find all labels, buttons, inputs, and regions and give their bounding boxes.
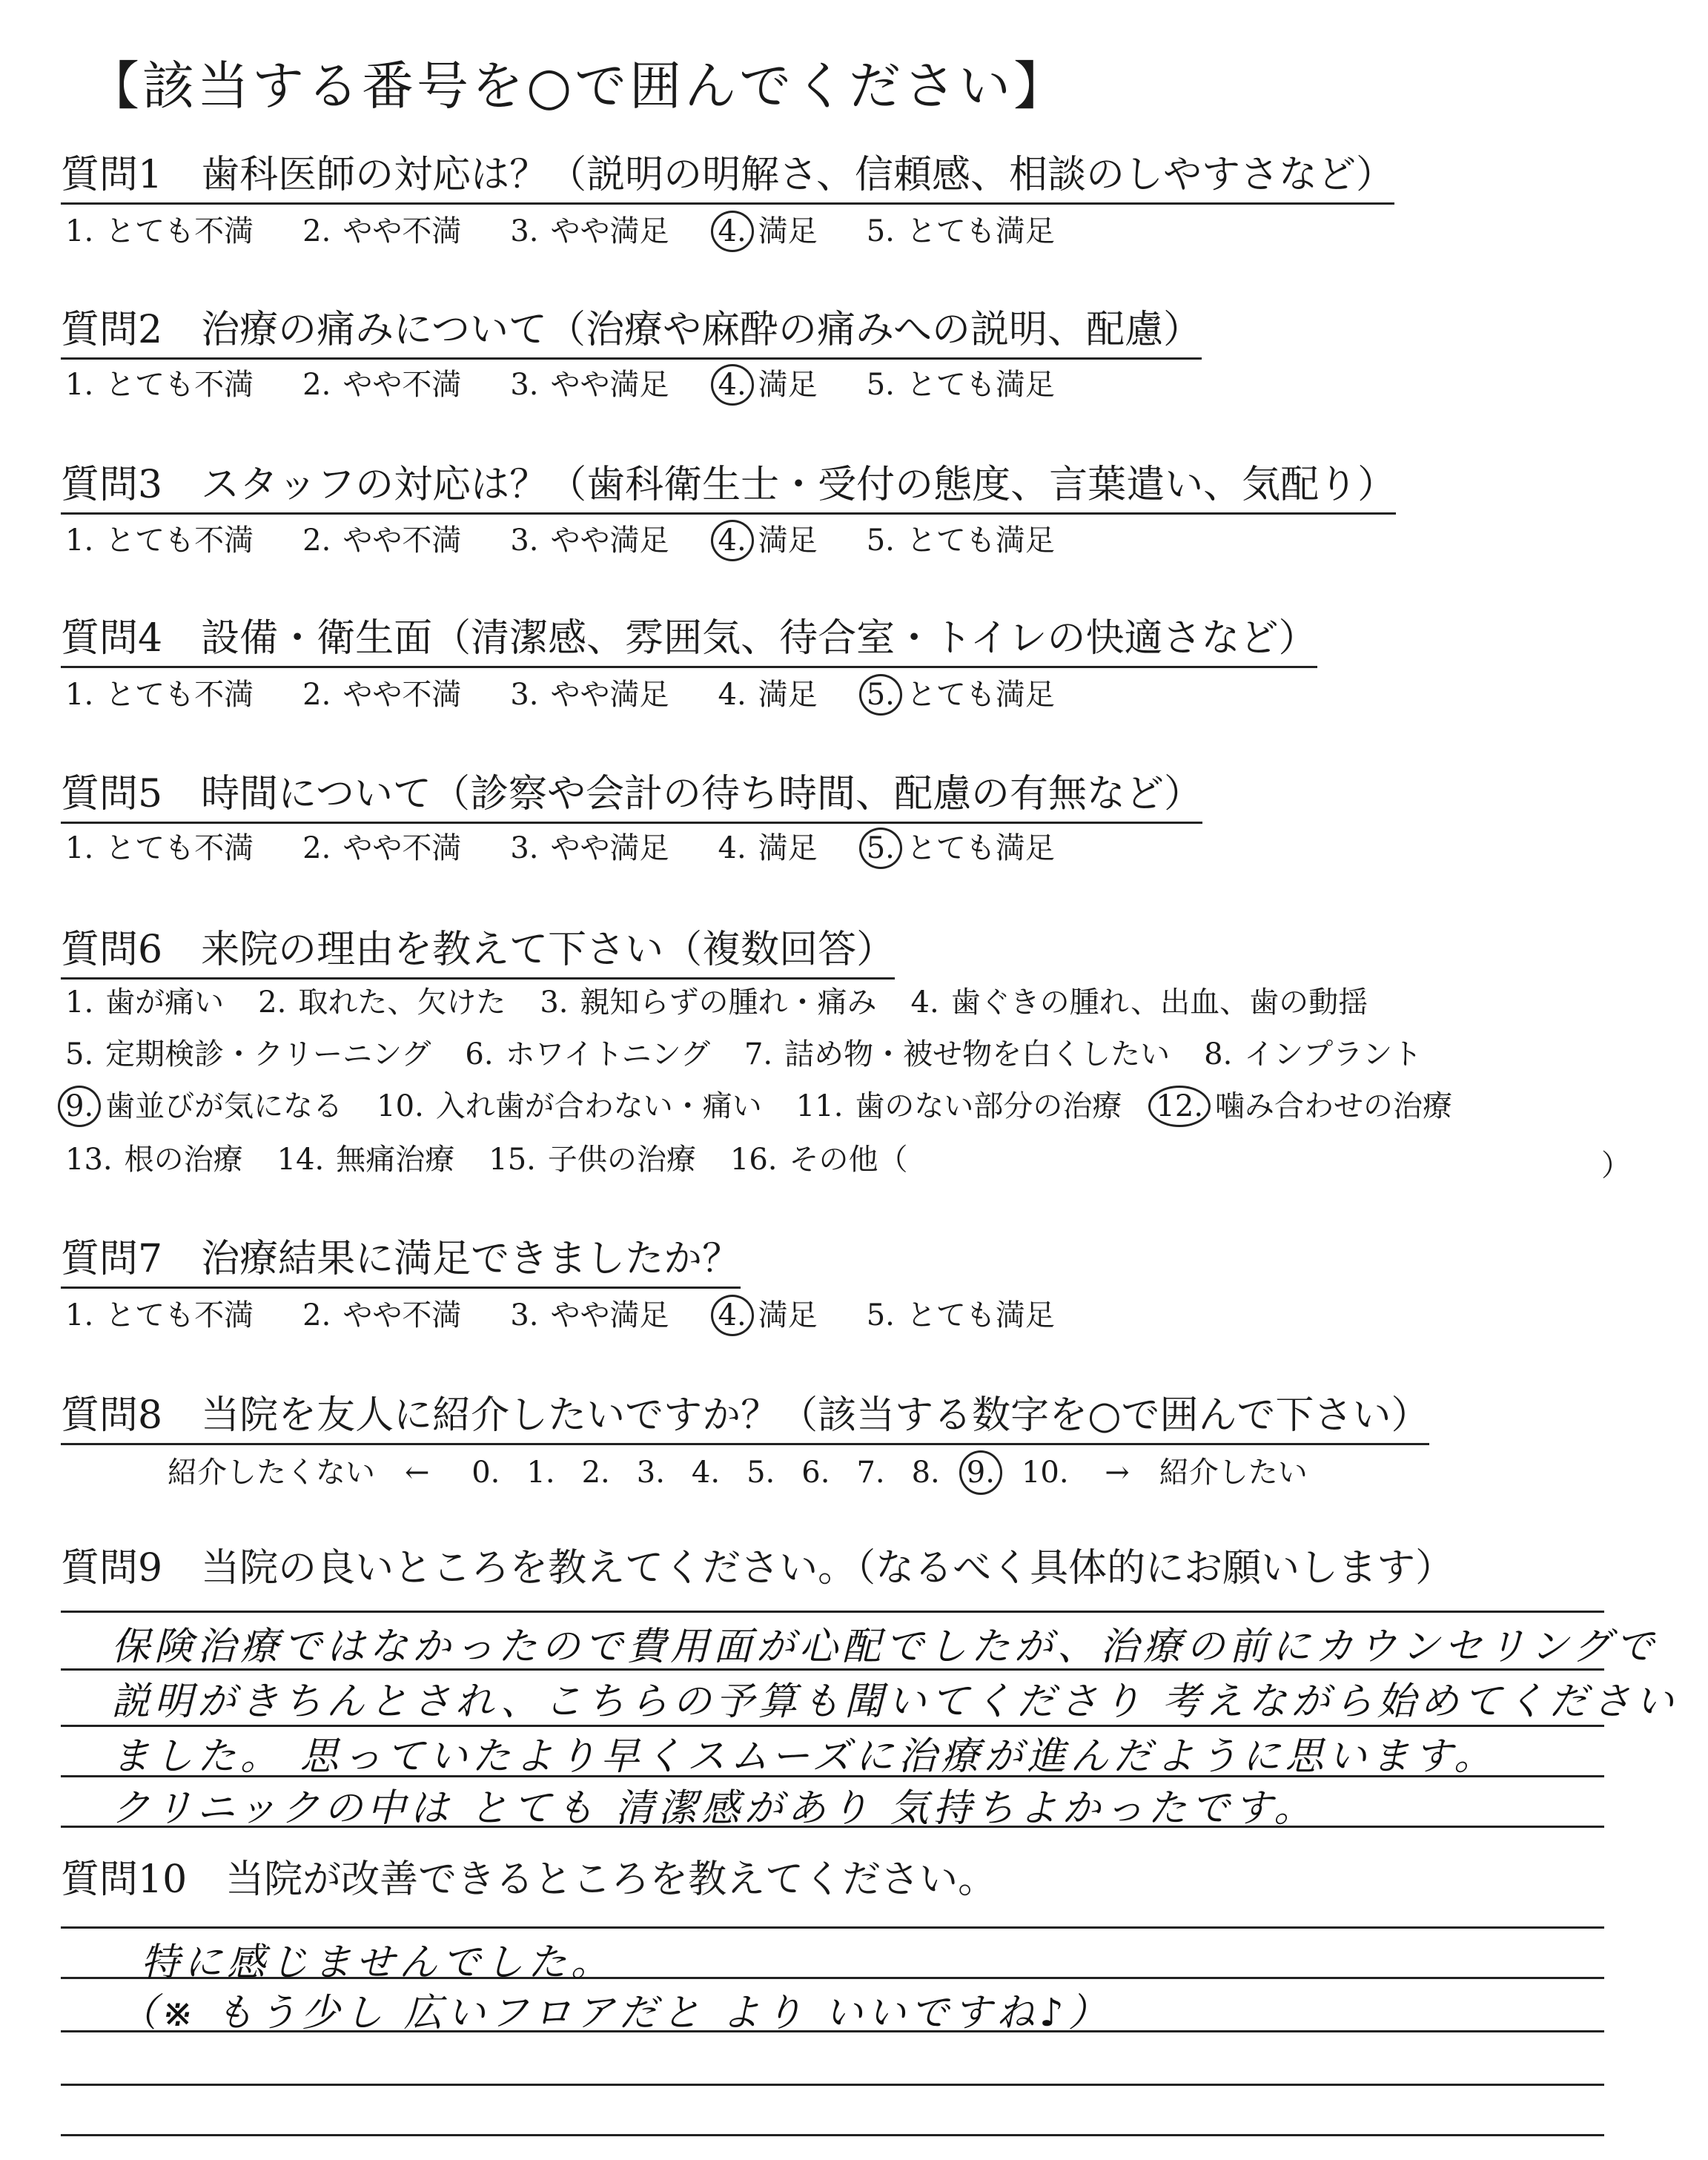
option-label: 親知らずの腫れ・痛み	[580, 985, 877, 1020]
reason-option[interactable]	[726, 1142, 908, 1178]
question-3-title: 質問3 スタッフの対応は？（歯科衛生士・受付の態度、言葉遣い、気配り）	[61, 462, 1396, 515]
option-number: 5.	[866, 214, 895, 248]
option-number: 1.	[65, 524, 94, 558]
option-label: とても満足	[906, 368, 1055, 402]
option-number: 1.	[65, 831, 94, 865]
option-label: 無痛治療	[336, 1143, 455, 1177]
scale-option-10[interactable]: 10.	[1021, 1456, 1069, 1490]
option-label: とても不満	[105, 678, 254, 712]
reason-option[interactable]	[61, 1089, 342, 1124]
question-6-row-2	[61, 1037, 1452, 1072]
option-label: とても不満	[105, 831, 254, 865]
option-label: 入れ歯が合わない・痛い	[435, 1089, 762, 1123]
option-number: 14.	[277, 1143, 325, 1177]
option-number: 12.	[1151, 1089, 1208, 1124]
option-5[interactable]	[862, 214, 1055, 249]
option-2[interactable]	[298, 830, 461, 866]
scale-option-0[interactable]: 0.	[471, 1456, 500, 1490]
q10-answer-line-1: 特に感じませんでした。	[141, 1941, 615, 1985]
reason-option[interactable]	[740, 1037, 1170, 1072]
option-1[interactable]	[61, 523, 254, 558]
question-3-options	[61, 523, 1099, 558]
question-6-row-3	[61, 1089, 1482, 1124]
option-label: 根の治療	[124, 1143, 243, 1177]
option-number: 2.	[302, 678, 331, 712]
option-label: 歯ぐきの腫れ、出血、歯の動揺	[950, 985, 1368, 1020]
reason-option[interactable]	[907, 985, 1368, 1020]
option-2[interactable]	[298, 367, 461, 403]
other-close-paren: ）	[1601, 1149, 1631, 1183]
option-label: とても満足	[906, 214, 1055, 248]
reason-option[interactable]	[372, 1089, 762, 1124]
question-8-title: 質問8 当院を友人に紹介したいですか？（該当する数字を○で囲んで下さい）	[61, 1393, 1429, 1445]
option-number: 4.	[714, 214, 751, 249]
option-2[interactable]	[298, 214, 461, 249]
option-number: 3.	[510, 214, 539, 248]
option-label: とても不満	[105, 368, 254, 402]
option-number: 3.	[540, 985, 569, 1020]
option-number: 2.	[302, 1298, 331, 1332]
option-1[interactable]	[61, 367, 254, 403]
question-6-title: 質問6 来院の理由を教えて下さい（複数回答）	[61, 927, 895, 980]
q9-answer-line-1: 保険治療ではなかったので費用面が心配でしたが、治療の前にカウンセリングで	[111, 1625, 1658, 1669]
option-label: とても満足	[906, 524, 1055, 558]
answer-line	[61, 2084, 1604, 2086]
option-number: 1.	[65, 214, 94, 248]
option-number: 15.	[489, 1143, 536, 1177]
option-number: 9.	[61, 1089, 98, 1124]
scale-option-8[interactable]: 8.	[911, 1456, 940, 1490]
scale-option-9[interactable]: 9.	[964, 1455, 998, 1490]
option-1[interactable]	[61, 677, 254, 713]
question-8-scale	[165, 1455, 1331, 1490]
option-label: やや不満	[342, 368, 462, 402]
option-3[interactable]	[506, 677, 669, 713]
scale-option-6[interactable]: 6.	[801, 1456, 830, 1490]
option-label: とても不満	[105, 1298, 254, 1332]
option-number: 5.	[866, 1298, 895, 1332]
option-number: 5.	[862, 677, 899, 713]
option-4[interactable]	[714, 830, 818, 866]
option-number: 5.	[866, 524, 895, 558]
option-4[interactable]	[714, 677, 818, 713]
option-number: 3.	[510, 368, 539, 402]
option-number: 2.	[258, 985, 287, 1020]
reason-option[interactable]	[484, 1142, 696, 1178]
option-number: 1.	[65, 678, 94, 712]
option-number: 3.	[510, 831, 539, 865]
option-label: 子供の治療	[547, 1143, 696, 1177]
option-5[interactable]	[862, 677, 1055, 713]
answer-line	[61, 1611, 1604, 1613]
option-3[interactable]	[506, 523, 669, 558]
option-1[interactable]	[61, 1298, 254, 1333]
option-5[interactable]	[862, 523, 1055, 558]
option-number: 4.	[718, 678, 747, 712]
answer-line	[61, 2134, 1604, 2136]
option-label: とても満足	[906, 678, 1055, 712]
option-number: 3.	[510, 1298, 539, 1332]
option-label: やや不満	[342, 678, 462, 712]
question-5-title: 質問5 時間について（診察や会計の待ち時間、配慮の有無など）	[61, 771, 1202, 824]
option-number: 3.	[510, 524, 539, 558]
option-label: 満足	[758, 1298, 818, 1332]
scale-option-2[interactable]: 2.	[581, 1456, 610, 1490]
q9-answer-line-2: 説明がきちんとされ、こちらの予算も聞いてくださり 考えながら始めてください	[111, 1680, 1678, 1724]
reason-option[interactable]	[254, 985, 506, 1020]
page-title: 【該当する番号を○で囲んでください】	[87, 56, 1069, 116]
option-label: 詰め物・被せ物を白くしたい	[784, 1037, 1171, 1071]
option-number: 8.	[1204, 1037, 1233, 1071]
option-number: 6.	[465, 1037, 494, 1071]
question-7-title: 質問7 治療結果に満足できましたか？	[61, 1236, 741, 1289]
reason-option[interactable]	[61, 985, 224, 1020]
option-number: 2.	[302, 831, 331, 865]
question-2-options	[61, 367, 1099, 403]
question-4-title: 質問4 設備・衛生面（清潔感、雰囲気、待合室・トイレの快適さなど）	[61, 615, 1317, 668]
option-label: 歯のない部分の治療	[855, 1089, 1122, 1123]
reason-option[interactable]	[1199, 1037, 1422, 1072]
option-number: 5.	[65, 1037, 94, 1071]
scale-option-7[interactable]: 7.	[856, 1456, 885, 1490]
option-label: 歯並びが気になる	[105, 1089, 343, 1123]
option-label: やや満足	[550, 1298, 669, 1332]
scale-option-3[interactable]: 3.	[636, 1456, 665, 1490]
option-5[interactable]	[862, 367, 1055, 403]
question-6-row-1	[61, 985, 1397, 1020]
option-label: 歯が痛い	[105, 985, 225, 1020]
option-number: 4.	[714, 367, 751, 403]
option-label: 噛み合わせの治療	[1215, 1089, 1453, 1123]
option-label: ホワイトニング	[505, 1037, 710, 1071]
question-4-options	[61, 677, 1099, 713]
option-2[interactable]	[298, 523, 461, 558]
reason-option[interactable]	[460, 1037, 710, 1072]
option-label: やや満足	[550, 524, 669, 558]
option-number: 13.	[65, 1143, 113, 1177]
scale-right-label: → 紹介したい	[1105, 1456, 1308, 1490]
reason-option[interactable]	[535, 985, 876, 1020]
question-7-options	[61, 1298, 1099, 1333]
question-5-options	[61, 830, 1099, 866]
reason-option[interactable]	[273, 1142, 455, 1178]
scale-left-label: 紹介したくない ←	[168, 1456, 430, 1490]
question-2-title: 質問2 治療の痛みについて（治療や麻酔の痛みへの説明、配慮）	[61, 307, 1202, 360]
option-1[interactable]	[61, 214, 254, 249]
option-4[interactable]	[714, 214, 818, 249]
question-10-title: 質問10 当院が改善できるところを教えてください。	[61, 1857, 997, 1902]
option-label: とても満足	[906, 1298, 1055, 1332]
option-number: 1.	[65, 1298, 94, 1332]
option-number: 4.	[718, 831, 747, 865]
option-label: とても不満	[105, 524, 254, 558]
option-4[interactable]	[714, 367, 818, 403]
option-number: 2.	[302, 524, 331, 558]
option-3[interactable]	[506, 367, 669, 403]
reason-option[interactable]	[792, 1089, 1122, 1124]
q10-answer-line-2: （※ もう少し 広いフロアだと より いいですね♪）	[119, 1991, 1111, 2035]
option-label: とても満足	[906, 831, 1055, 865]
option-number: 5.	[866, 368, 895, 402]
option-2[interactable]	[298, 677, 461, 713]
answer-line	[61, 1926, 1604, 1929]
option-label: 定期検診・クリーニング	[105, 1037, 431, 1071]
option-label: やや不満	[342, 214, 462, 248]
option-number: 1.	[65, 985, 94, 1020]
q9-answer-line-4: クリニックの中は とても 清潔感があり 気持ちよかったです。	[111, 1786, 1317, 1831]
option-number: 2.	[302, 368, 331, 402]
option-label: その他（	[789, 1143, 908, 1177]
scale-option-5[interactable]: 5.	[747, 1456, 775, 1490]
reason-option[interactable]	[61, 1037, 431, 1072]
option-number: 7.	[744, 1037, 773, 1071]
option-number: 1.	[65, 368, 94, 402]
scale-option-1[interactable]: 1.	[526, 1456, 555, 1490]
option-number: 10.	[377, 1089, 424, 1123]
option-label: 満足	[758, 831, 818, 865]
question-6-row-4	[61, 1142, 938, 1178]
option-number: 11.	[795, 1089, 844, 1123]
option-label: やや満足	[550, 678, 669, 712]
option-2[interactable]	[298, 1298, 461, 1333]
reason-option[interactable]	[1151, 1089, 1452, 1124]
option-label: インプラント	[1244, 1037, 1423, 1071]
scale-option-4[interactable]: 4.	[691, 1456, 721, 1490]
option-4[interactable]	[714, 523, 818, 558]
option-label: 満足	[758, 524, 818, 558]
option-number: 2.	[302, 214, 331, 248]
option-number: 16.	[729, 1143, 778, 1177]
option-3[interactable]	[506, 830, 669, 866]
question-1-title: 質問1 歯科医師の対応は？（説明の明解さ、信頼感、相談のしやすさなど）	[61, 152, 1394, 205]
option-label: やや不満	[342, 1298, 462, 1332]
question-9-title: 質問9 当院の良いところを教えてください。（なるべく具体的にお願いします）	[61, 1546, 1454, 1591]
option-1[interactable]	[61, 830, 254, 866]
option-number: 4.	[910, 985, 939, 1020]
option-number: 5.	[862, 830, 899, 866]
option-label: 満足	[758, 368, 818, 402]
reason-option[interactable]	[61, 1142, 243, 1178]
option-5[interactable]	[862, 830, 1055, 866]
option-3[interactable]	[506, 214, 669, 249]
option-label: 取れた、欠けた	[298, 985, 506, 1020]
option-label: やや満足	[550, 368, 669, 402]
option-label: やや満足	[550, 214, 669, 248]
option-label: やや満足	[550, 831, 669, 865]
option-3[interactable]	[506, 1298, 669, 1333]
option-label: やや不満	[342, 831, 462, 865]
option-label: 満足	[758, 678, 818, 712]
q9-answer-line-3: ました。 思っていたより早くスムーズに治療が進んだように思います。	[111, 1734, 1497, 1779]
option-number: 4.	[714, 1298, 751, 1333]
option-5[interactable]	[862, 1298, 1055, 1333]
option-label: 満足	[758, 214, 818, 248]
option-number: 4.	[714, 523, 751, 558]
option-number: 3.	[510, 678, 539, 712]
question-1-options	[61, 214, 1099, 249]
option-label: やや不満	[342, 524, 462, 558]
option-label: とても不満	[105, 214, 254, 248]
option-4[interactable]	[714, 1298, 818, 1333]
